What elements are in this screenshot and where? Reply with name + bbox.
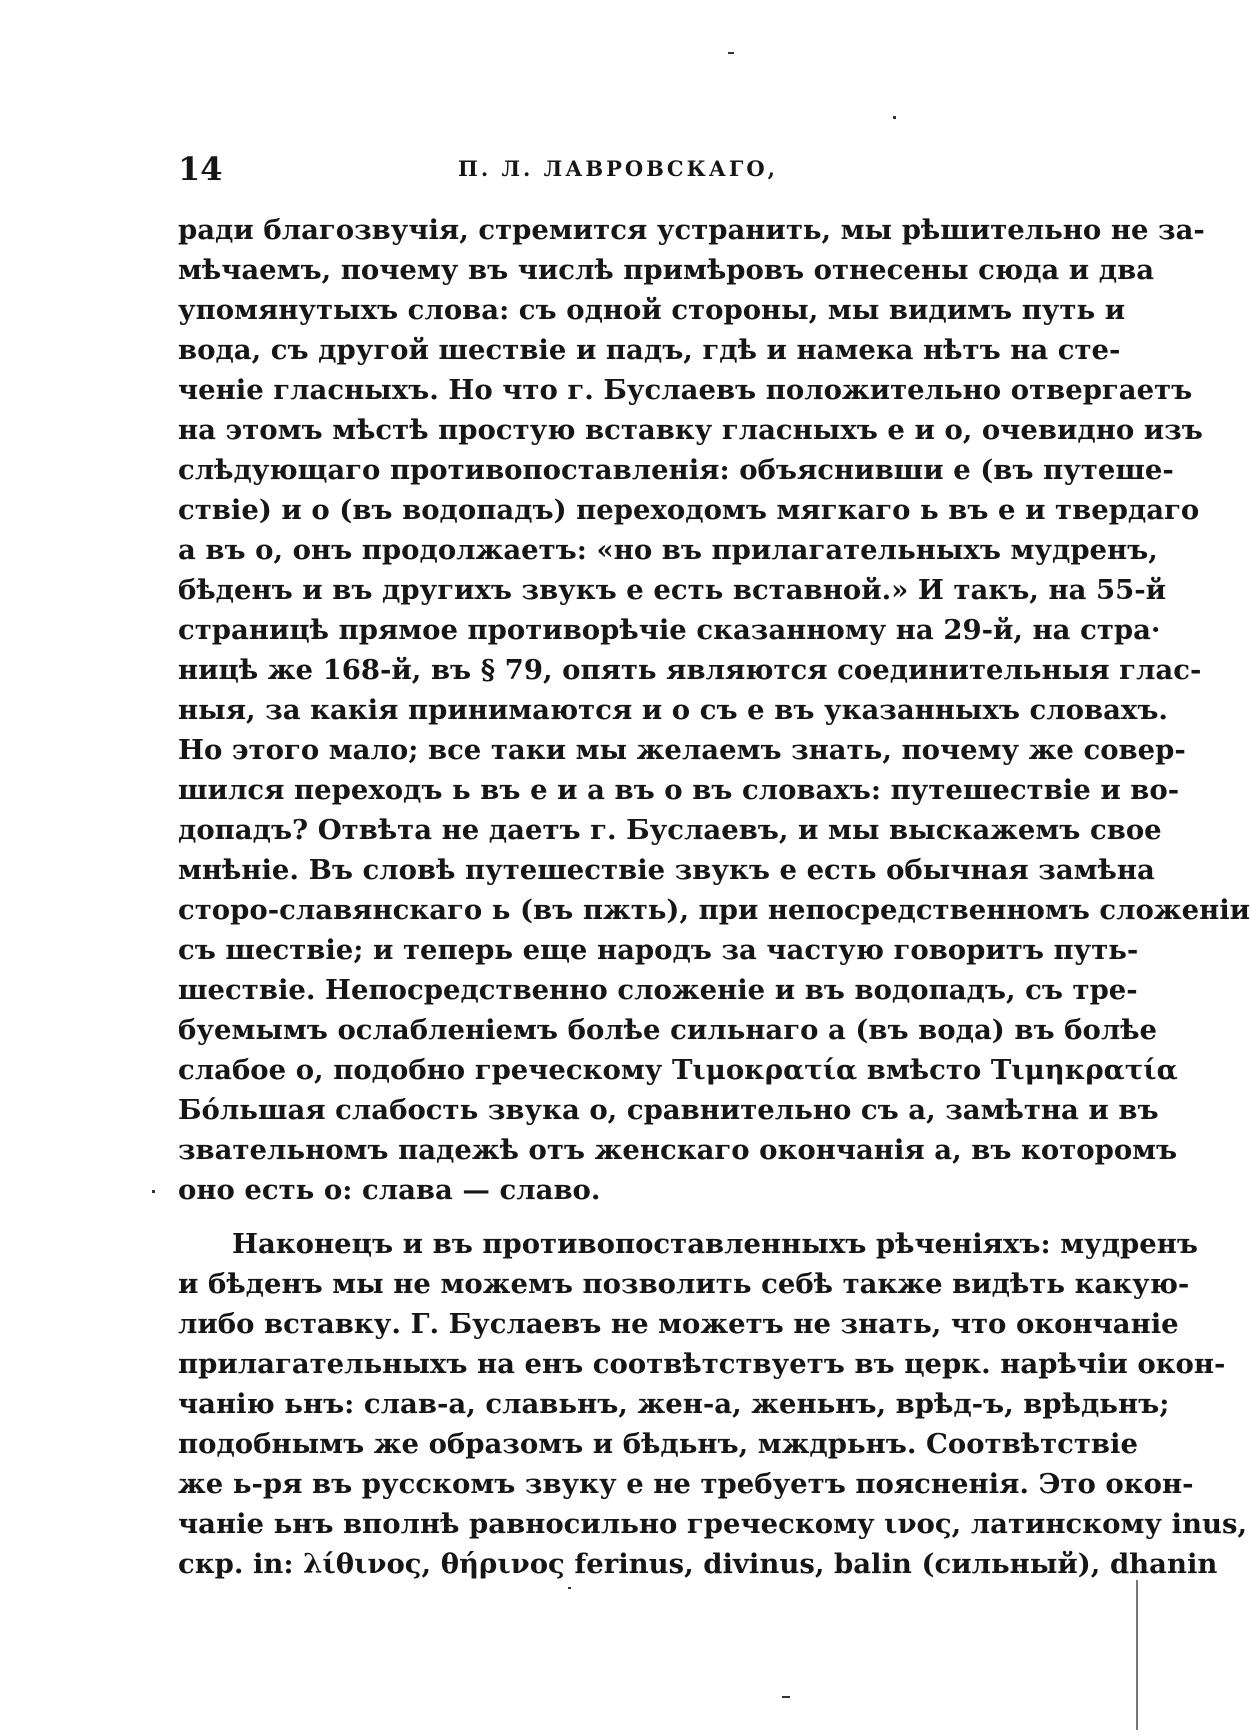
paragraph-2 [178, 1224, 1248, 1584]
scan-speck [152, 1190, 155, 1193]
paragraph-gap [178, 1210, 1004, 1224]
text-line: шествіе. Непосредственно сложеніе и въ водопадъ, съ тре- [178, 974, 1138, 1006]
text-line: на этомъ мѣстѣ простую вставку гласныхъ е и о, очевидно изъ [178, 414, 1203, 446]
text-line: скр. in: λίθινος, θήρινος ferinus, divinus, balin (сильный), dhanin [178, 1548, 1218, 1580]
text-line: и бѣденъ мы не можемъ позволить себѣ также видѣть какую- [178, 1268, 1190, 1300]
text-line: шился переходъ ь въ е и а въ о въ словахъ: путешествіе и во- [178, 774, 1180, 806]
scan-speck [728, 52, 734, 54]
text-line: Но этого мало; все таки мы желаемъ знать, почему же совер- [178, 734, 1186, 766]
text-line: ствіе) и о (въ водопадъ) переходомъ мягкаго ь въ е и твердаго [178, 494, 1200, 526]
text-line: подобнымъ же образомъ и бѣдьнъ, мждрьнъ. Соотвѣтствіе [178, 1428, 1138, 1460]
text-line: же ь-ря въ русскомъ звуку е не требуетъ поясненія. Это окон- [178, 1468, 1194, 1500]
body-text [178, 210, 1250, 1584]
text-line: допадъ? Отвѣта не даетъ г. Буслаевъ, и мы выскажемъ свое [178, 814, 1162, 846]
text-line: звательномъ падежѣ отъ женскаго окончанія а, въ которомъ [178, 1134, 1178, 1166]
scan-speck [568, 1587, 571, 1589]
text-line: чаніе ьнъ вполнѣ равносильно греческому ινος, латинскому inus, [178, 1508, 1248, 1540]
text-line: сторо-славянскаго ь (въ пжть), при непосредственномъ сложеніи [178, 894, 1250, 926]
text-line: бѣденъ и въ другихъ звукъ е есть вставной.» И такъ, на 55-й [178, 574, 1167, 606]
text-line: ради благозвучія, стремится устранить, мы рѣшительно не за- [178, 214, 1205, 246]
text-line: вода, съ другой шествіе и падъ, гдѣ и намека нѣтъ на сте- [178, 334, 1121, 366]
page-number: 14 [178, 150, 223, 188]
text-line: мѣчаемъ, почему въ числѣ примѣровъ отнесены сюда и два [178, 254, 1155, 286]
text-line: мнѣніе. Въ словѣ путешествіе звукъ е есть обычная замѣна [178, 854, 1155, 886]
page-header [178, 150, 1004, 190]
text-line: съ шествіе; и теперь еще народъ за частую говоритъ путь- [178, 934, 1139, 966]
text-line: упомянутыхъ слова: съ одной стороны, мы видимъ путь и [178, 294, 1126, 326]
text-line: буемымъ ослабленіемъ болѣе сильнаго а (въ вода) въ болѣе [178, 1014, 1158, 1046]
running-title: П. Л. ЛАВРОВСКАГО, [458, 156, 778, 181]
text-line: ченіе гласныхъ. Но что г. Буслаевъ положительно отвергаетъ [178, 374, 1193, 406]
text-line: прилагательныхъ на енъ соотвѣтствуетъ въ церк. нарѣчіи окон- [178, 1348, 1226, 1380]
scan-speck [893, 116, 896, 119]
text-line: ницѣ же 168-й, въ § 79, опять являются соединительныя глас- [178, 654, 1202, 686]
text-line: страницѣ прямое противорѣчіе сказанному на 29-й, на стра· [178, 614, 1161, 646]
text-line: Наконецъ и въ противопоставленныхъ рѣченіяхъ: мудренъ [232, 1228, 1198, 1260]
text-line: оно есть о: слава — славо. [178, 1174, 601, 1206]
text-line: слѣдующаго противопоставленія: объяснивши е (въ путеше- [178, 454, 1174, 486]
text-line: Бóльшая слабость звука о, сравнительно съ а, замѣтна и въ [178, 1094, 1159, 1126]
scan-speck [782, 1696, 790, 1698]
text-line: а въ о, онъ продолжаетъ: «но въ прилагательныхъ мудренъ, [178, 534, 1158, 566]
scan-edge-line [1136, 1580, 1138, 1730]
text-line: слабое о, подобно греческому Τιμοκρατία вмѣсто Τιμηκρατία [178, 1054, 1178, 1086]
text-line: чанію ьнъ: слав-а, славьнъ, жен-а, женьнъ, врѣд-ъ, врѣдьнъ; [178, 1388, 1170, 1420]
text-line: либо вставку. Г. Буслаевъ не можетъ не знать, что окончаніе [178, 1308, 1179, 1340]
text-line: ныя, за какія принимаются и о съ е въ указанныхъ словахъ. [178, 694, 1168, 726]
paragraph-1 [178, 210, 1250, 1210]
